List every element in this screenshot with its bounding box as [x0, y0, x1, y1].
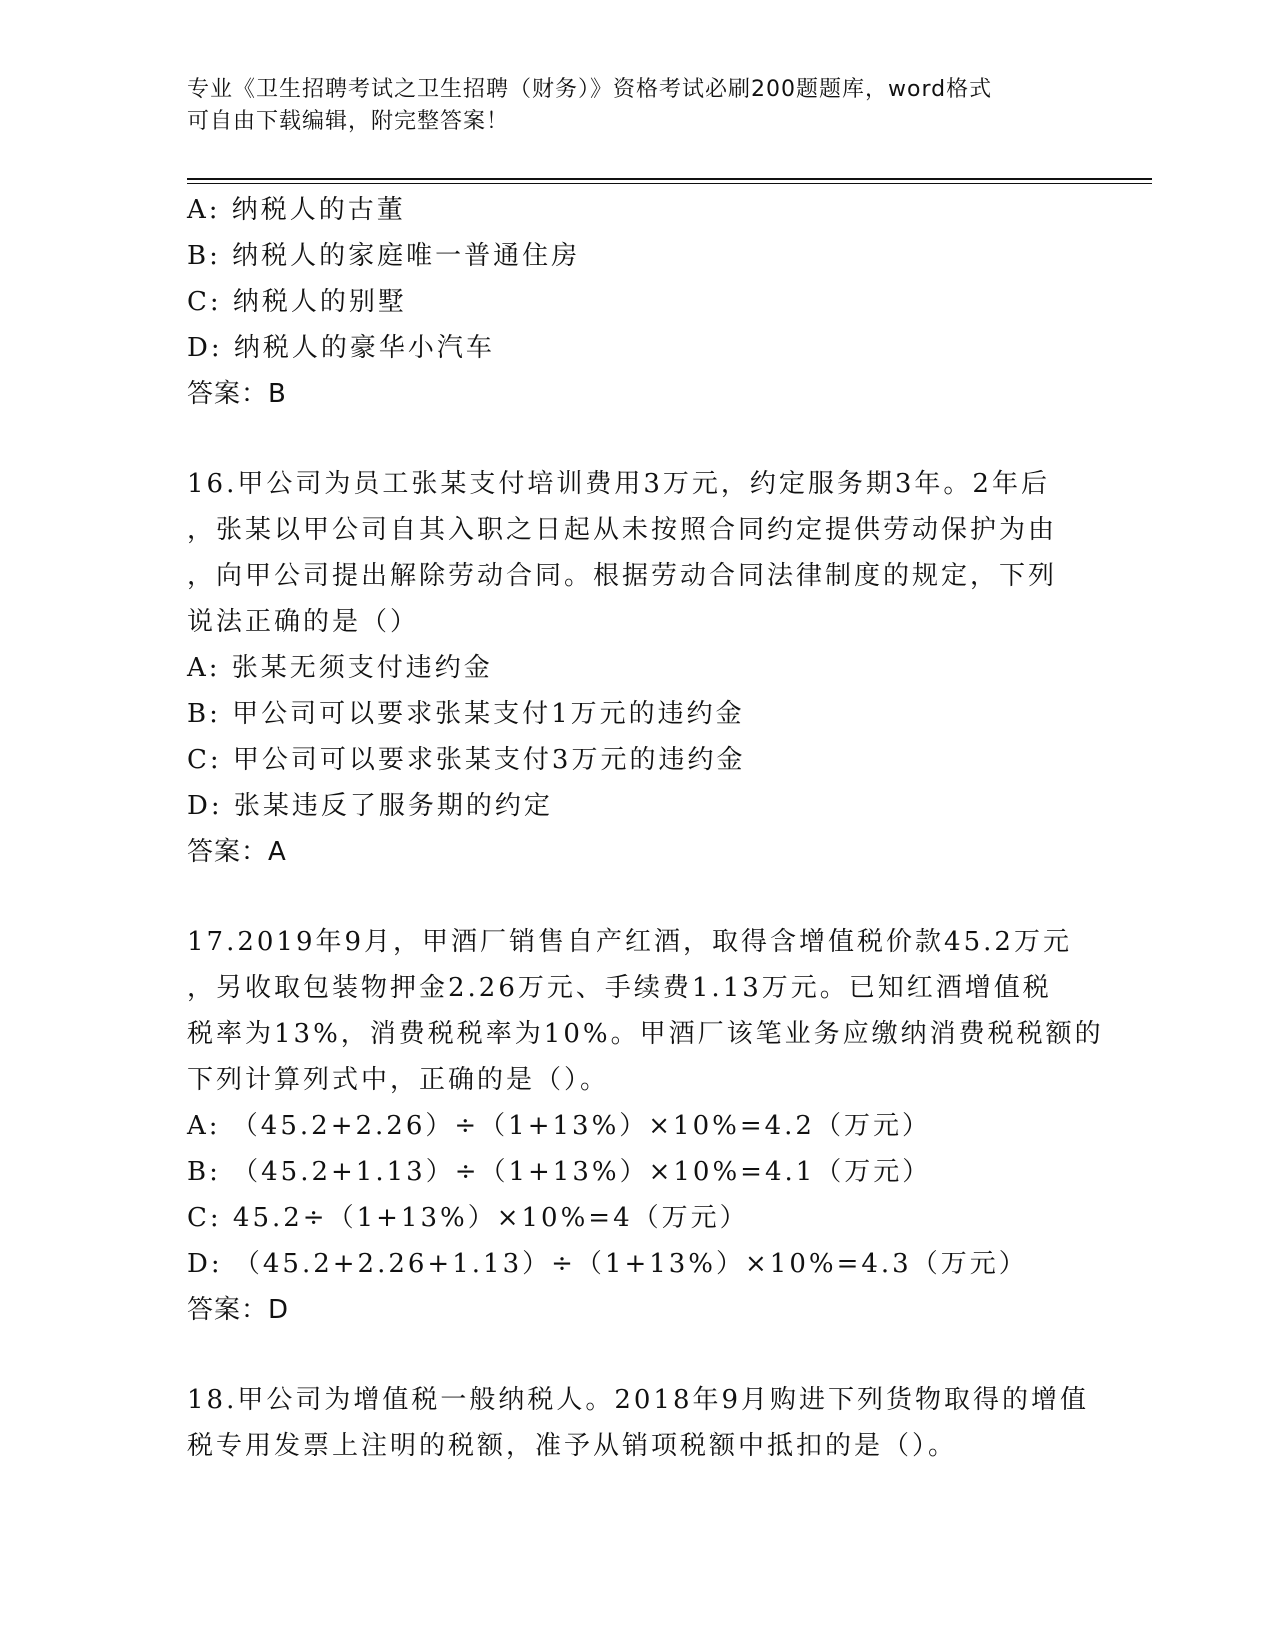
option-c: C: 45.2÷（1+13%）×10%=4（万元）: [187, 1203, 749, 1233]
option-a: A: 纳税人的古董: [187, 195, 406, 225]
option-b: B: （45.2+1.13）÷（1+13%）×10%=4.1（万元）: [187, 1157, 932, 1187]
header-title-line-2: 可自由下载编辑，附完整答案！: [187, 109, 510, 134]
option-b: B: 纳税人的家庭唯一普通住房: [187, 241, 581, 271]
question-stem-line: 说法正确的是（）: [187, 607, 420, 637]
question-stem-line: 税专用发票上注明的税额，准予从销项税额中抵扣的是（）。: [187, 1431, 958, 1461]
question-stem-line: 税率为13%，消费税税率为10%。甲酒厂该笔业务应缴纳消费税税额的: [187, 1019, 1104, 1049]
answer-line: 答案：A: [187, 837, 287, 867]
option-c: C: 纳税人的别墅: [187, 287, 407, 317]
question-16: [187, 461, 1087, 875]
header-rule-thick: [187, 178, 1152, 180]
option-d: D: 纳税人的豪华小汽车: [187, 333, 495, 363]
question-content: [187, 187, 1104, 1469]
option-b: B: 甲公司可以要求张某支付1万元的违约金: [187, 699, 745, 729]
header-title-line-1: 专业《卫生招聘考试之卫生招聘（财务）》资格考试必刷200题题库，word格式: [187, 77, 993, 102]
header-rule-thin: [187, 183, 1152, 184]
option-a: A: （45.2+2.26）÷（1+13%）×10%=4.2（万元）: [187, 1111, 931, 1141]
option-c: C: 甲公司可以要求张某支付3万元的违约金: [187, 745, 746, 775]
question-stem-line: ，张某以甲公司自其入职之日起从未按照合同约定提供劳动保护为由: [187, 515, 1058, 545]
spacer: [187, 1333, 1087, 1377]
option-a: A: 张某无须支付违约金: [187, 653, 493, 683]
answer-line: 答案：B: [187, 379, 287, 409]
question-stem-line: ，另收取包装物押金2.26万元、手续费1.13万元。已知红酒增值税: [187, 973, 1052, 1003]
spacer: [187, 417, 1087, 461]
question-18: [187, 1377, 1090, 1469]
option-d: D: 张某违反了服务期的约定: [187, 791, 553, 821]
question-stem-line: 16.甲公司为员工张某支付培训费用3万元，约定服务期3年。2年后: [187, 469, 1050, 499]
document-header: [187, 74, 1067, 138]
spacer: [187, 875, 1087, 919]
option-d: D: （45.2+2.26+1.13）÷（1+13%）×10%=4.3（万元）: [187, 1249, 1028, 1279]
question-stem-line: 下列计算列式中，正确的是（）。: [187, 1065, 610, 1095]
question-17: [187, 919, 1104, 1333]
question-stem-line: 17.2019年9月，甲酒厂销售自产红酒，取得含增值税价款45.2万元: [187, 927, 1072, 957]
question-stem-line: ，向甲公司提出解除劳动合同。根据劳动合同法律制度的规定，下列: [187, 561, 1058, 591]
question-stem-line: 18.甲公司为增值税一般纳税人。2018年9月购进下列货物取得的增值: [187, 1385, 1090, 1415]
question-15: [187, 187, 1087, 417]
answer-line: 答案：D: [187, 1295, 290, 1325]
